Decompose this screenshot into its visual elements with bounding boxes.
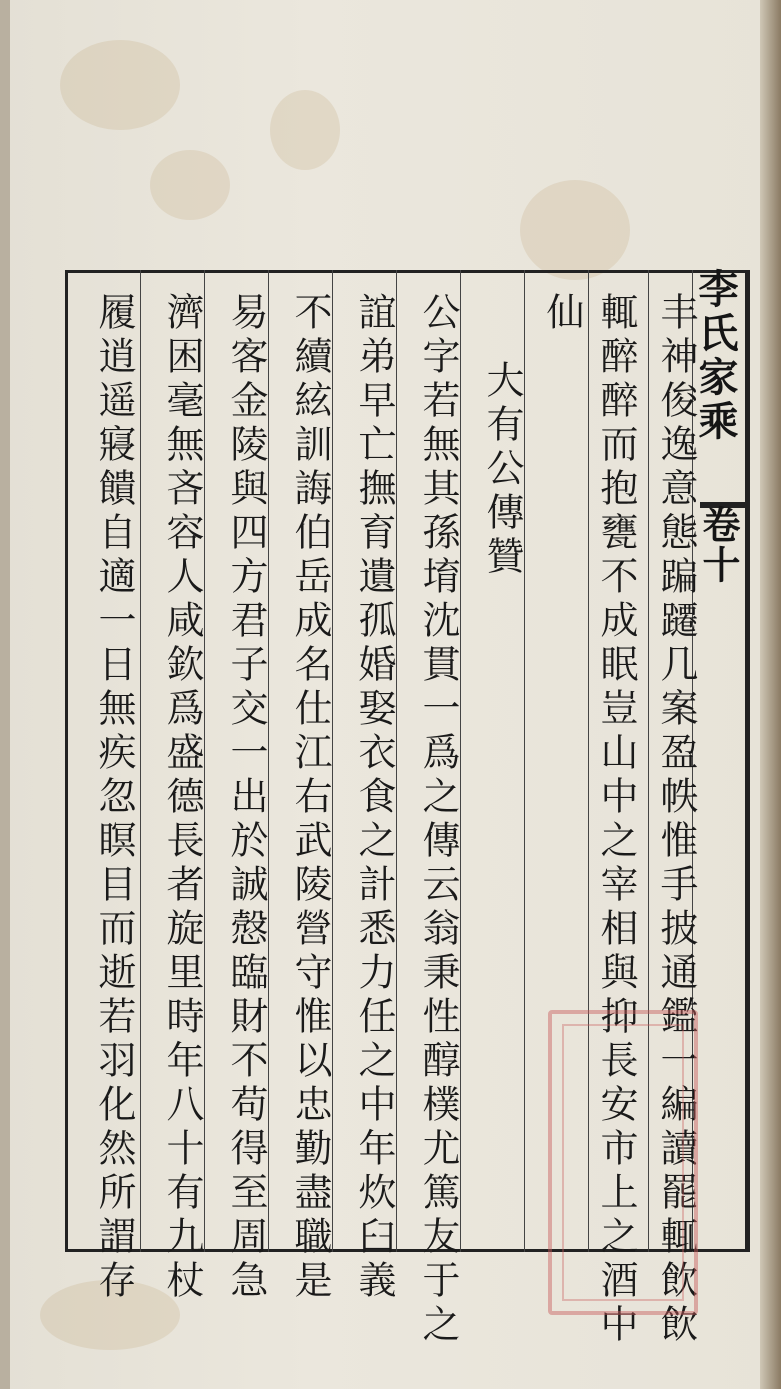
column-rule bbox=[524, 270, 525, 1252]
volume-label: 卷十 bbox=[696, 505, 741, 585]
red-seal-stamp bbox=[548, 1010, 698, 1315]
text-column: 誼弟早亡撫育遺孤婚娶衣食之計悉力任之中年炊臼義 bbox=[352, 292, 396, 1304]
text-column: 履逍遥寢饋自適一日無疾忽瞑目而逝若羽化然所謂存 bbox=[92, 292, 136, 1304]
text-column: 濟困毫無吝容人咸欽爲盛德長者旋里時年八十有九杖 bbox=[160, 292, 204, 1304]
column-rule bbox=[204, 270, 205, 1252]
stain bbox=[520, 180, 630, 280]
stain bbox=[270, 90, 340, 170]
page-edge-right bbox=[760, 0, 781, 1389]
column-rule bbox=[332, 270, 333, 1252]
text-column: 仙 bbox=[540, 292, 584, 336]
column-rule bbox=[268, 270, 269, 1252]
text-column: 公字若無其孫堉沈貫一爲之傳云翁秉性醇樸尤篤友于之 bbox=[416, 292, 460, 1348]
stain bbox=[60, 40, 180, 130]
text-column: 不續絃訓誨伯岳成名仕江右武陵營守惟以忠勤盡職是 bbox=[288, 292, 332, 1304]
text-column: 輒醉醉而抱甕不成眠豈山中之宰相與抑長安市上之酒中 bbox=[594, 292, 638, 1348]
column-rule bbox=[460, 270, 461, 1252]
column-rule bbox=[396, 270, 397, 1252]
book-title: 李氏家乘 bbox=[692, 268, 739, 444]
text-column: 丰神俊逸意態蹁躚几案盈帙惟手披通鑑一編讀罷輒飲飲 bbox=[654, 292, 698, 1348]
seal-inner-border bbox=[562, 1024, 684, 1301]
column-rule bbox=[140, 270, 141, 1252]
section-heading: 大有公傳贊 bbox=[480, 360, 524, 580]
text-column: 易客金陵與四方君子交一出於誠慤臨財不苟得至周急 bbox=[224, 292, 268, 1304]
stain bbox=[150, 150, 230, 220]
page-edge-left bbox=[0, 0, 10, 1389]
